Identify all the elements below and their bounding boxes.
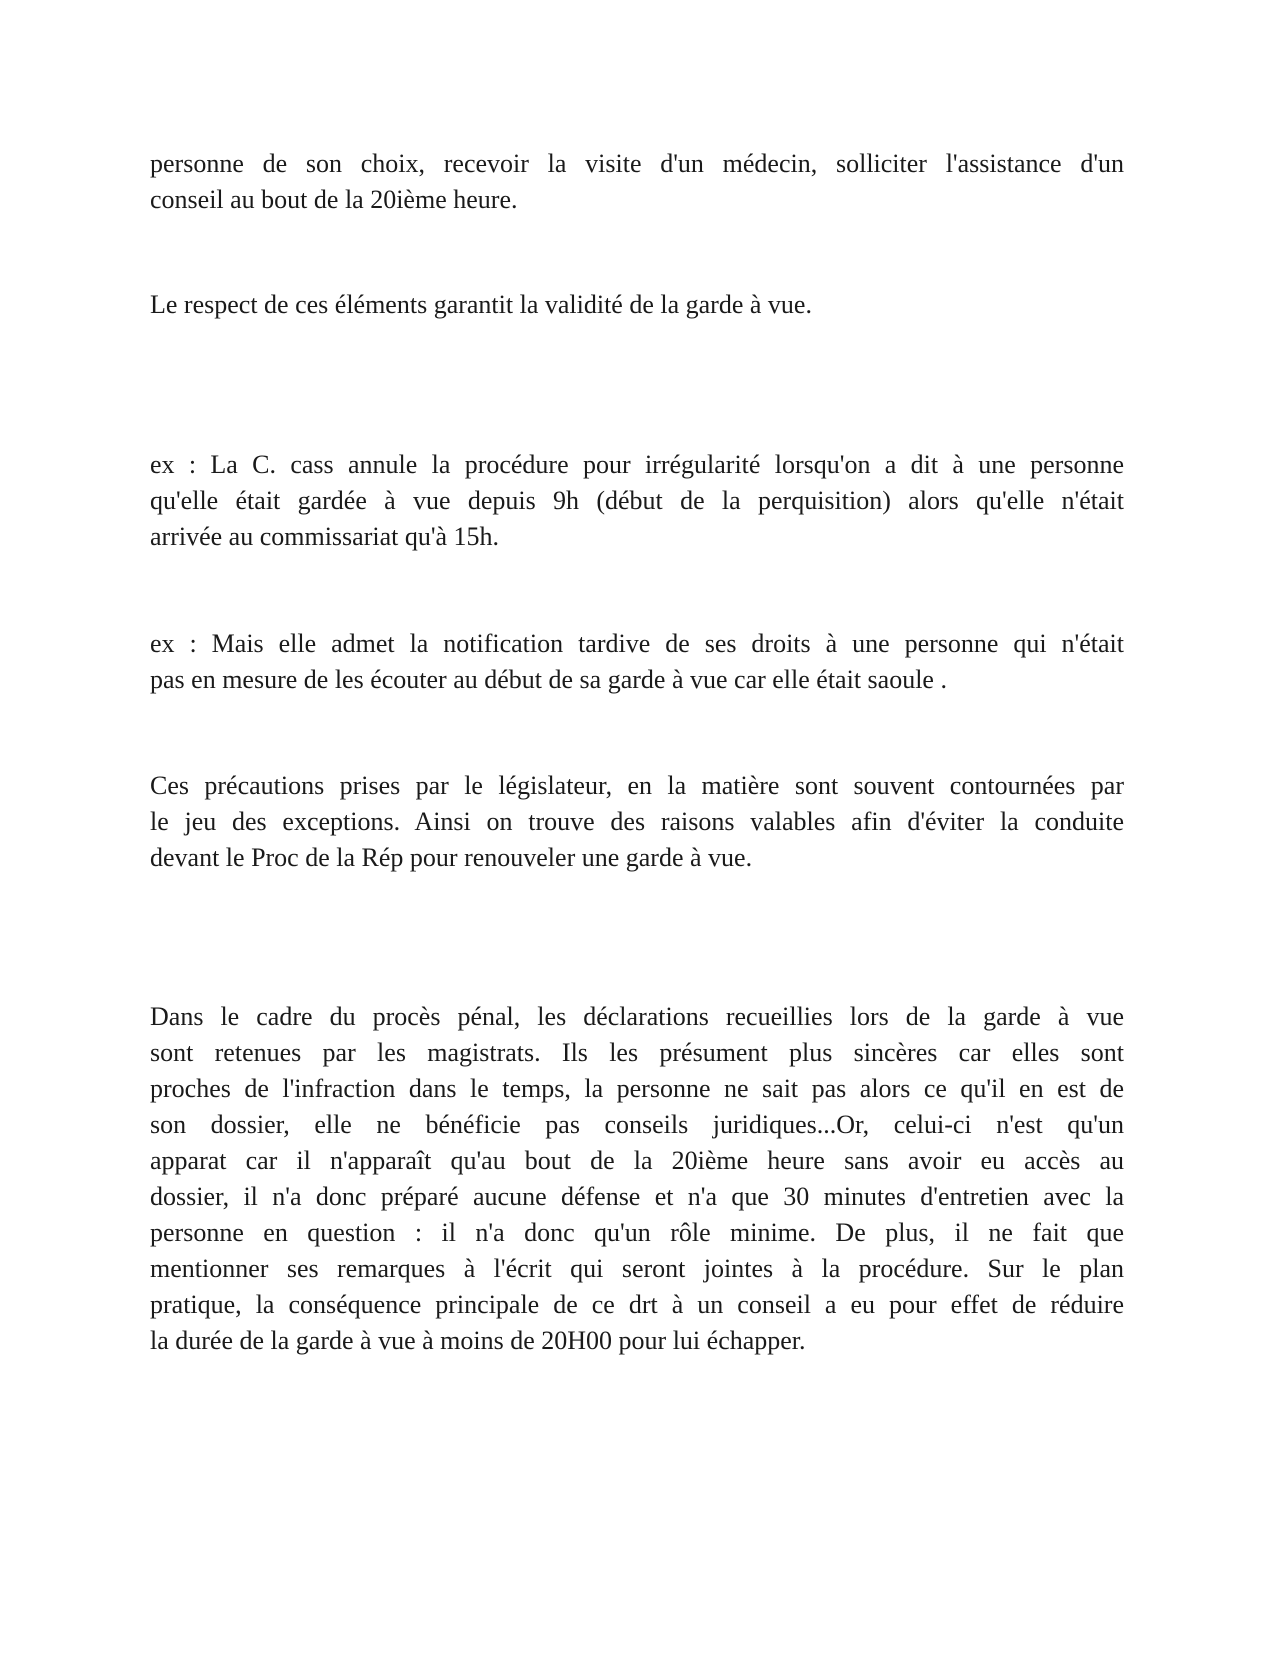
- text-line: qu'elle était gardée à vue depuis 9h (début de la perquisition) alors qu'elle n'était: [150, 486, 1124, 515]
- text-line: ex : La C. cass annule la procédure pour irrégularité lorsqu'on a dit à une personne: [150, 450, 1124, 479]
- paragraph-example-cassation: [150, 447, 1124, 555]
- text-line: proches de l'infraction dans le temps, la personne ne sait pas alors ce qu'il en est de: [150, 1074, 1124, 1103]
- text-line: pratique, la conséquence principale de ce drt à un conseil a eu pour effet de réduire: [150, 1290, 1124, 1319]
- text-line: devant le Proc de la Rép pour renouveler une garde à vue.: [150, 843, 753, 872]
- text-line: conseil au bout de la 20ième heure.: [150, 185, 518, 214]
- text-line: Le respect de ces éléments garantit la validité de la garde à vue.: [150, 290, 812, 319]
- text-line: son dossier, elle ne bénéficie pas conseils juridiques...Or, celui-ci n'est qu'un: [150, 1110, 1124, 1139]
- text-line: personne en question : il n'a donc qu'un rôle minime. De plus, il ne fait que: [150, 1218, 1124, 1247]
- text-line: mentionner ses remarques à l'écrit qui seront jointes à la procédure. Sur le plan: [150, 1254, 1124, 1283]
- text-line: Ces précautions prises par le législateur, en la matière sont souvent contournées par: [150, 771, 1124, 800]
- text-line: personne de son choix, recevoir la visite d'un médecin, solliciter l'assistance d'un: [150, 149, 1124, 178]
- text-line: apparat car il n'apparaît qu'au bout de la 20ième heure sans avoir eu accès au: [150, 1146, 1124, 1175]
- paragraph-example-notification: [150, 626, 1124, 698]
- text-line: dossier, il n'a donc préparé aucune défense et n'a que 30 minutes d'entretien avec la: [150, 1182, 1124, 1211]
- text-line: le jeu des exceptions. Ainsi on trouve des raisons valables afin d'éviter la conduite: [150, 807, 1124, 836]
- paragraph-rights: [150, 146, 1124, 218]
- text-line: Dans le cadre du procès pénal, les déclarations recueillies lors de la garde à vue: [150, 1002, 1124, 1031]
- paragraph-precautions: [150, 768, 1124, 876]
- text-line: la durée de la garde à vue à moins de 20H00 pour lui échapper.: [150, 1326, 806, 1355]
- text-line: arrivée au commissariat qu'à 15h.: [150, 522, 500, 551]
- paragraph-validity: [150, 287, 1124, 323]
- paragraph-penal-process: [150, 999, 1124, 1359]
- text-line: sont retenues par les magistrats. Ils les présument plus sincères car elles sont: [150, 1038, 1124, 1067]
- text-line: ex : Mais elle admet la notification tardive de ses droits à une personne qui n'était: [150, 629, 1124, 658]
- text-line: pas en mesure de les écouter au début de sa garde à vue car elle était saoule .: [150, 665, 947, 694]
